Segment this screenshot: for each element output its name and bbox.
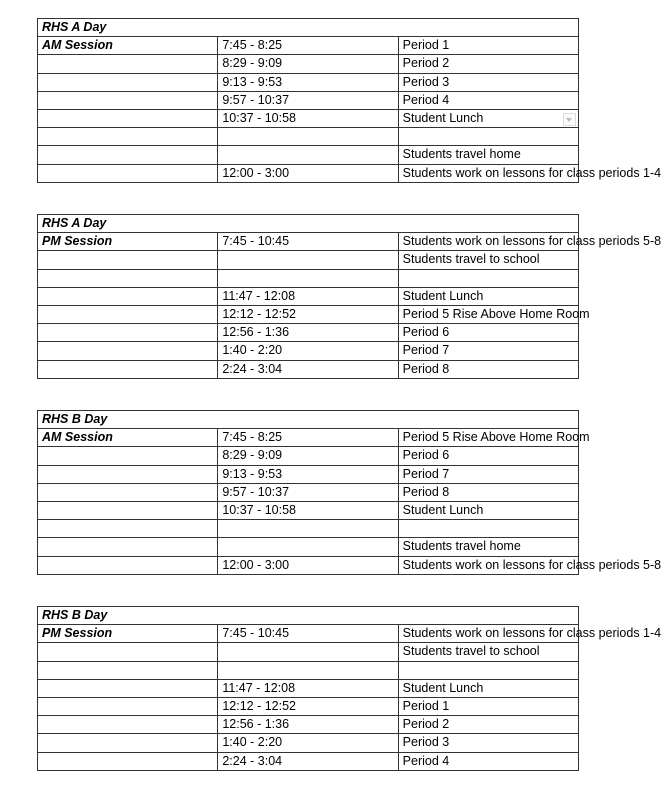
time-cell: 10:37 - 10:58 (218, 109, 398, 127)
activity-text: Period 2 (402, 56, 450, 71)
empty-cell (38, 483, 218, 501)
time-cell: 9:57 - 10:37 (218, 91, 398, 109)
schedule-table (37, 410, 661, 575)
table-row (38, 643, 579, 661)
time-cell: 12:00 - 3:00 (218, 164, 398, 182)
activity-cell (398, 538, 578, 556)
activity-cell (398, 716, 578, 734)
activity-text: Period 5 Rise Above Home Room (402, 307, 590, 322)
time-cell (218, 269, 398, 287)
empty-cell (38, 520, 218, 538)
empty-cell (38, 501, 218, 519)
activity-cell (398, 55, 578, 73)
empty-cell (38, 55, 218, 73)
activity-text: Students travel to school (402, 252, 540, 267)
empty-cell (38, 287, 218, 305)
activity-cell (398, 501, 578, 519)
table-row (38, 483, 579, 501)
activity-cell (398, 342, 578, 360)
empty-cell (38, 734, 218, 752)
activity-cell (398, 625, 661, 643)
table-row (38, 305, 579, 323)
activity-cell (398, 305, 590, 323)
empty-cell (38, 538, 218, 556)
table-row (38, 538, 579, 556)
time-cell: 12:56 - 1:36 (218, 324, 398, 342)
time-cell (218, 251, 398, 269)
activity-text: Students work on lessons for class periods 5-8 (402, 557, 661, 572)
activity-text: Period 5 Rise Above Home Room (402, 430, 590, 445)
activity-cell (398, 520, 578, 538)
time-cell: 9:13 - 9:53 (218, 73, 398, 91)
empty-cell (38, 447, 218, 465)
table-row (38, 109, 579, 127)
activity-text: Period 1 (402, 699, 450, 714)
empty-cell (38, 305, 218, 323)
activity-text: Students work on lessons for class periods 1-4 (402, 165, 661, 180)
activity-cell (398, 233, 661, 251)
empty-cell (38, 360, 218, 378)
table-row (38, 679, 579, 697)
time-cell: 8:29 - 9:09 (218, 55, 398, 73)
time-cell: 7:45 - 8:25 (218, 37, 398, 55)
activity-text: Period 3 (402, 735, 450, 750)
activity-cell (398, 269, 578, 287)
empty-cell (38, 661, 218, 679)
activity-cell (398, 251, 578, 269)
activity-cell (398, 679, 578, 697)
time-cell: 11:47 - 12:08 (218, 679, 398, 697)
activity-cell (398, 752, 578, 770)
time-cell: 7:45 - 8:25 (218, 429, 398, 447)
time-cell: 11:47 - 12:08 (218, 287, 398, 305)
time-cell (218, 661, 398, 679)
activity-text: Period 2 (402, 717, 450, 732)
activity-text: Period 4 (402, 753, 450, 768)
time-cell: 1:40 - 2:20 (218, 342, 398, 360)
table-row (38, 447, 579, 465)
activity-text: Period 7 (402, 343, 450, 358)
activity-cell (398, 556, 661, 574)
table-row (38, 37, 579, 55)
activity-text: Period 1 (402, 38, 450, 53)
activity-text: Period 6 (402, 448, 450, 463)
activity-cell (398, 734, 578, 752)
session-label: PM Session (38, 625, 218, 643)
activity-text: Period 4 (402, 92, 450, 107)
table-row (38, 324, 579, 342)
time-cell (218, 643, 398, 661)
table-row (38, 146, 579, 164)
table-title: RHS B Day (38, 607, 579, 625)
time-cell: 12:12 - 12:52 (218, 697, 398, 715)
table-title-row (38, 607, 579, 625)
table-row (38, 164, 579, 182)
table-row (38, 716, 579, 734)
table-row (38, 429, 579, 447)
table-row (38, 697, 579, 715)
schedule-table (37, 18, 661, 183)
dropdown-arrow-icon[interactable] (563, 113, 576, 126)
activity-cell (398, 465, 578, 483)
session-label: PM Session (38, 233, 218, 251)
table-title: RHS A Day (38, 19, 579, 37)
activity-cell (398, 146, 578, 164)
table-row (38, 752, 579, 770)
table-row (38, 128, 579, 146)
table-row (38, 251, 579, 269)
empty-cell (38, 164, 218, 182)
activity-text: Period 6 (402, 325, 450, 340)
session-label: AM Session (38, 429, 218, 447)
activity-text: Student Lunch (402, 680, 484, 695)
session-label: AM Session (38, 37, 218, 55)
table-row (38, 661, 579, 679)
activity-text: Period 3 (402, 74, 450, 89)
table-row (38, 287, 579, 305)
empty-cell (38, 146, 218, 164)
schedule-table (37, 606, 661, 771)
activity-cell (398, 360, 578, 378)
activity-text: Students work on lessons for class periods 1-4 (402, 626, 661, 641)
time-cell (218, 128, 398, 146)
activity-cell (398, 73, 578, 91)
activity-cell (398, 164, 661, 182)
table-row (38, 520, 579, 538)
table-title: RHS B Day (38, 411, 579, 429)
activity-cell (398, 697, 578, 715)
table-title-row (38, 215, 579, 233)
activity-cell (398, 91, 578, 109)
time-cell (218, 520, 398, 538)
empty-cell (38, 679, 218, 697)
table-row (38, 91, 579, 109)
time-cell: 10:37 - 10:58 (218, 501, 398, 519)
table-row (38, 55, 579, 73)
empty-cell (38, 697, 218, 715)
table-row (38, 465, 579, 483)
time-cell: 8:29 - 9:09 (218, 447, 398, 465)
table-title-row (38, 411, 579, 429)
activity-cell (398, 128, 578, 146)
table-row (38, 734, 579, 752)
activity-cell (398, 429, 590, 447)
activity-text: Student Lunch (402, 111, 484, 126)
empty-cell (38, 556, 218, 574)
activity-cell (398, 447, 578, 465)
activity-cell (398, 37, 578, 55)
activity-cell (398, 483, 578, 501)
activity-text: Period 8 (402, 484, 450, 499)
activity-text: Student Lunch (402, 503, 484, 518)
time-cell: 9:13 - 9:53 (218, 465, 398, 483)
table-row (38, 73, 579, 91)
time-cell: 9:57 - 10:37 (218, 483, 398, 501)
table-row (38, 342, 579, 360)
empty-cell (38, 342, 218, 360)
table-title: RHS A Day (38, 215, 579, 233)
empty-cell (38, 643, 218, 661)
time-cell: 12:56 - 1:36 (218, 716, 398, 734)
activity-cell (398, 287, 578, 305)
time-cell: 7:45 - 10:45 (218, 233, 398, 251)
table-row (38, 360, 579, 378)
activity-text: Students travel home (402, 147, 521, 162)
time-cell (218, 146, 398, 164)
time-cell: 2:24 - 3:04 (218, 752, 398, 770)
table-row (38, 556, 579, 574)
schedule-table (37, 214, 661, 379)
activity-cell (398, 661, 578, 679)
activity-text: Period 8 (402, 361, 450, 376)
activity-text: Students travel to school (402, 644, 540, 659)
table-row (38, 269, 579, 287)
empty-cell (38, 91, 218, 109)
empty-cell (38, 752, 218, 770)
empty-cell (38, 324, 218, 342)
activity-text: Students travel home (402, 539, 521, 554)
activity-cell (398, 324, 578, 342)
activity-text: Period 7 (402, 466, 450, 481)
time-cell: 12:00 - 3:00 (218, 556, 398, 574)
empty-cell (38, 251, 218, 269)
empty-cell (38, 128, 218, 146)
time-cell: 7:45 - 10:45 (218, 625, 398, 643)
empty-cell (38, 716, 218, 734)
empty-cell (38, 109, 218, 127)
activity-cell (398, 109, 578, 127)
activity-text: Students work on lessons for class periods 5-8 (402, 234, 661, 249)
time-cell: 12:12 - 12:52 (218, 305, 398, 323)
table-title-row (38, 19, 579, 37)
activity-cell (398, 643, 578, 661)
activity-text: Student Lunch (402, 288, 484, 303)
table-row (38, 625, 579, 643)
empty-cell (38, 465, 218, 483)
time-cell: 2:24 - 3:04 (218, 360, 398, 378)
time-cell (218, 538, 398, 556)
time-cell: 1:40 - 2:20 (218, 734, 398, 752)
table-row (38, 233, 579, 251)
empty-cell (38, 73, 218, 91)
empty-cell (38, 269, 218, 287)
table-row (38, 501, 579, 519)
